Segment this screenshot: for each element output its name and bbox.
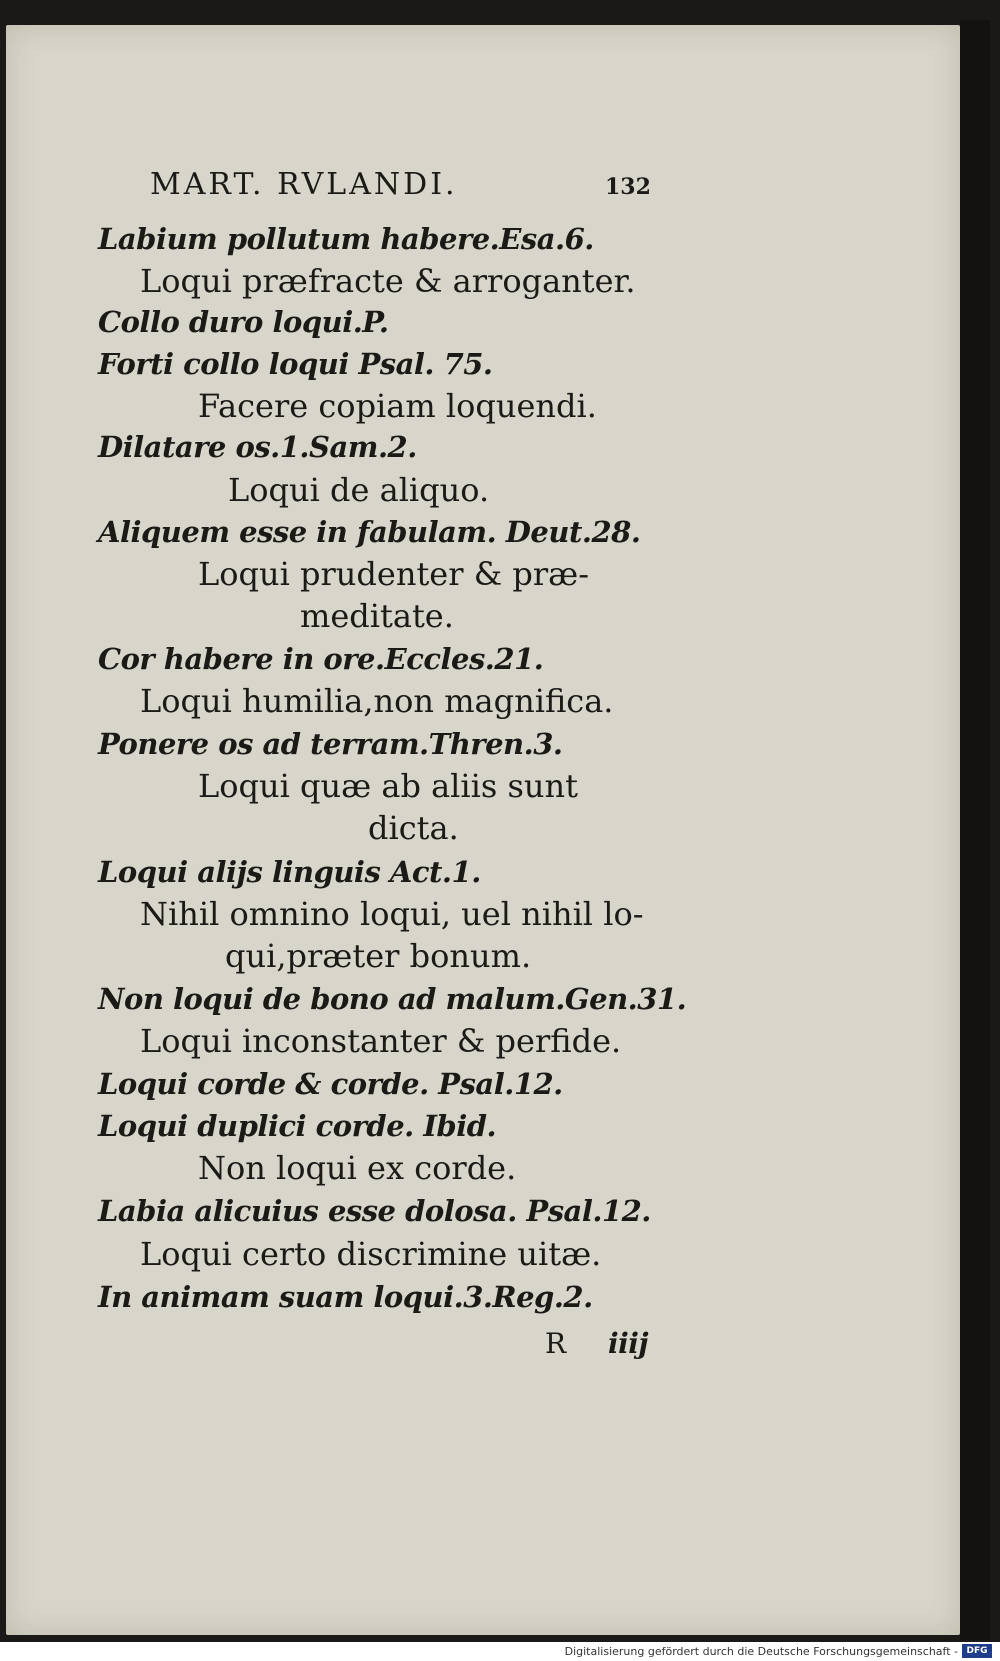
entry-line: Collo duro loqui.P. bbox=[98, 305, 389, 339]
dfg-logo: DFG bbox=[962, 1644, 992, 1658]
entry-line: qui,præter bonum. bbox=[225, 937, 532, 975]
entry-line: Loqui inconstanter & perfide. bbox=[140, 1022, 622, 1060]
page-number: 132 bbox=[605, 174, 651, 200]
entry-line: Nihil omnino loqui, uel nihil lo- bbox=[140, 895, 644, 933]
book-edge bbox=[960, 20, 990, 1640]
entry-line: Loqui præfracte & arroganter. bbox=[140, 262, 636, 300]
signature-number: iiij bbox=[608, 1327, 649, 1360]
entry-line: Dilatare os.1.Sam.2. bbox=[98, 430, 417, 464]
entry-line: Loqui alijs linguis Act.1. bbox=[98, 855, 481, 889]
entry-line: Non loqui ex corde. bbox=[198, 1149, 517, 1187]
entry-line: Aliquem esse in fabulam. Deut.28. bbox=[98, 515, 641, 549]
footer-credit: Digitalisierung gefördert durch die Deutsche Forschungsgemeinschaft - bbox=[564, 1645, 958, 1658]
entry-line: Loqui de aliquo. bbox=[228, 471, 490, 509]
signature-letter: R bbox=[545, 1327, 567, 1360]
entry-line: Cor habere in ore.Eccles.21. bbox=[98, 642, 544, 676]
entry-line: meditate. bbox=[300, 597, 454, 635]
entry-line: Loqui quæ ab aliis sunt bbox=[198, 767, 578, 805]
entry-line: Forti collo loqui Psal. 75. bbox=[98, 347, 493, 381]
entry-line: Loqui prudenter & præ- bbox=[198, 555, 590, 593]
entry-line: Loqui duplici corde. Ibid. bbox=[98, 1109, 497, 1143]
entry-line: Ponere os ad terram.Thren.3. bbox=[98, 727, 563, 761]
entry-line: Labium pollutum habere.Esa.6. bbox=[98, 222, 594, 256]
entry-line: Non loqui de bono ad malum.Gen.31. bbox=[98, 982, 687, 1016]
running-title: MART. RVLANDI. bbox=[150, 167, 458, 202]
entry-line: Loqui corde & corde. Psal.12. bbox=[98, 1067, 563, 1101]
entry-line: Labia alicuius esse dolosa. Psal.12. bbox=[98, 1194, 651, 1228]
entry-line: dicta. bbox=[368, 809, 459, 847]
entry-line: Facere copiam loquendi. bbox=[198, 387, 597, 425]
entry-line: Loqui humilia,non magnifica. bbox=[140, 682, 614, 720]
entry-line: In animam suam loqui.3.Reg.2. bbox=[98, 1280, 593, 1314]
entry-line: Loqui certo discrimine uitæ. bbox=[140, 1235, 602, 1273]
